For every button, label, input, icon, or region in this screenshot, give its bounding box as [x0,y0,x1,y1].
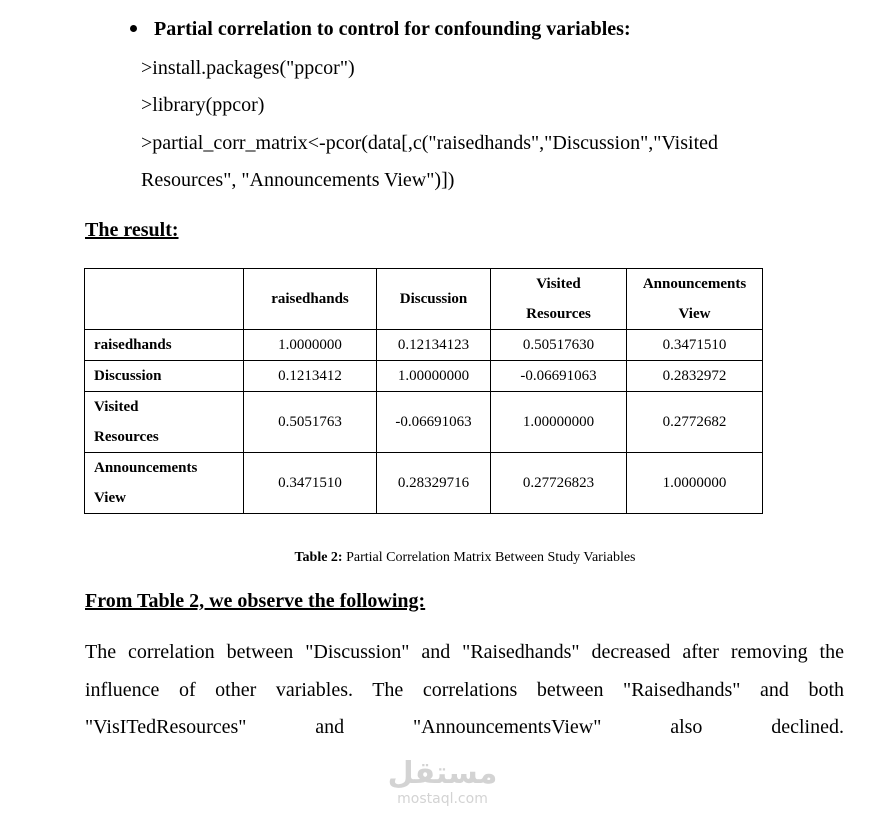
column-header [377,269,491,330]
table-cell: 0.50517630 [491,330,627,361]
column-header [627,269,763,330]
table-row [85,330,763,361]
table-cell: 0.2772682 [627,392,763,453]
column-header-line1: Announcements [642,276,747,292]
table-cell: 0.28329716 [377,453,491,514]
caption-text: Partial Correlation Matrix Between Study Variables [346,550,636,565]
code-line-pcor: >partial_corr_matrix<-pcor(data[,c("raisedhands","Discussion","Visited [141,132,719,154]
row-header [85,361,244,392]
observe-heading: From Table 2, we observe the following: [85,590,426,612]
bullet-heading-text: Partial correlation to control for confounding variables: [154,18,631,40]
code-line-pcor-continued: Resources", "Announcements View")]) [141,169,455,191]
table-cell: 0.1213412 [244,361,377,392]
result-heading: The result: [85,219,179,241]
table-row [85,392,763,453]
row-header-line1: Announcements [94,460,198,476]
row-header [85,453,244,514]
body-paragraph: The correlation between "Discussion" and "Raisedhands" decreased after removing the influence of other variables. The correlations between "Raisedhands" and both "VisITedResources" and "AnnouncementsView" also declined. [85,641,844,738]
table-row [85,453,763,514]
column-header-line2: View [678,306,711,322]
row-header-line2: Resources [94,429,159,445]
row-header-line2: View [94,490,126,506]
column-header [244,269,377,330]
table-caption [0,550,888,566]
column-header-line1: raisedhands [271,291,349,307]
table-cell: 1.0000000 [627,453,763,514]
caption-label: Table 2: [294,550,343,565]
table-cell: 0.2832972 [627,361,763,392]
table-cell: 0.5051763 [244,392,377,453]
row-header-line1: raisedhands [94,337,172,353]
row-header [85,392,244,453]
table-cell: 1.0000000 [244,330,377,361]
mostaql-logo-mark: مستقل [387,756,498,791]
table-cell: 0.27726823 [491,453,627,514]
column-header-line1: Discussion [399,291,468,307]
code-line-install: >install.packages("ppcor") [141,57,355,79]
column-header [491,269,627,330]
row-header-line1: Visited [94,399,139,415]
table-cell: 1.00000000 [491,392,627,453]
table-corner-cell [85,269,244,330]
mostaql-watermark [385,757,500,807]
table-cell: -0.06691063 [377,392,491,453]
mostaql-domain: mostaql.com [397,791,488,807]
table-header-row [85,269,763,330]
table-row [85,361,763,392]
bullet-dot-icon [130,25,137,32]
code-line-library: >library(ppcor) [141,94,265,116]
column-header-line2: Resources [526,306,591,322]
column-header-line1: Visited [536,276,581,292]
bullet-heading [130,18,631,41]
partial-correlation-table [84,268,763,514]
table-cell: -0.06691063 [491,361,627,392]
table-cell: 0.3471510 [627,330,763,361]
row-header-line1: Discussion [94,368,162,384]
table-cell: 0.12134123 [377,330,491,361]
table-cell: 1.00000000 [377,361,491,392]
row-header [85,330,244,361]
table-cell: 0.3471510 [244,453,377,514]
